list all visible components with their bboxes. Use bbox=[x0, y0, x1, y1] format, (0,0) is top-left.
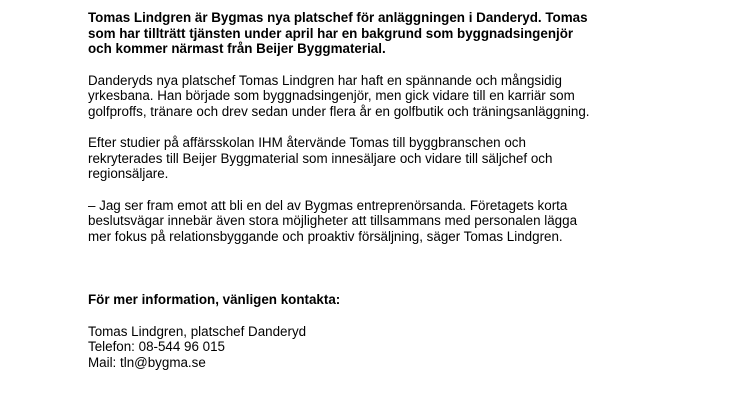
body-line: golfproffs, tränare och drev sedan under flera år en golfbutik och träningsanläggning. bbox=[88, 103, 590, 119]
press-release-document bbox=[88, 10, 728, 370]
body-line: mer fokus på relationsbyggande och proaktiv försäljning, säger Tomas Lindgren. bbox=[88, 228, 563, 244]
spacer bbox=[88, 57, 728, 73]
spacer bbox=[88, 244, 728, 292]
lead-paragraph bbox=[88, 10, 728, 57]
body-line: Danderyds nya platschef Tomas Lindgren har haft en spännande och mångsidig bbox=[88, 72, 562, 88]
spacer bbox=[88, 308, 728, 324]
contact-mail-link[interactable]: Mail: tln@bygma.se bbox=[88, 354, 206, 370]
spacer bbox=[88, 119, 728, 135]
contact-heading: För mer information, vänligen kontakta: bbox=[88, 292, 341, 307]
lead-line: Tomas Lindgren är Bygmas nya platschef för anläggningen i Danderyd. Tomas bbox=[88, 10, 588, 25]
body-paragraph-quote bbox=[88, 198, 728, 245]
contact-name: Tomas Lindgren, platschef Danderyd bbox=[88, 323, 307, 339]
lead-line: som har tillträtt tjänsten under april har en bakgrund som byggnadsingenjör bbox=[88, 25, 574, 41]
lead-line: och kommer närmast från Beijer Byggmaterial. bbox=[88, 41, 386, 56]
body-line: beslutsvägar innebär även stora möjligheter att tillsammans med personalen lägga bbox=[88, 213, 578, 228]
body-line: – Jag ser fram emot att bli en del av Bygmas entreprenörsanda. Företagets korta bbox=[88, 197, 568, 213]
body-paragraph-career bbox=[88, 73, 728, 120]
body-line: regionsäljare. bbox=[88, 166, 169, 181]
spacer bbox=[88, 182, 728, 198]
contact-phone: Telefon: 08-544 96 015 bbox=[88, 339, 225, 354]
body-line: rekryterades till Beijer Byggmaterial som innesäljare och vidare till säljchef och bbox=[88, 150, 553, 166]
contact-block bbox=[88, 324, 728, 371]
body-paragraph-studies bbox=[88, 135, 728, 182]
body-line: Efter studier på affärsskolan IHM återvände Tomas till byggbranschen och bbox=[88, 135, 526, 150]
body-line: yrkesbana. Han började som byggnadsingenjör, men gick vidare till en karriär som bbox=[88, 88, 575, 103]
